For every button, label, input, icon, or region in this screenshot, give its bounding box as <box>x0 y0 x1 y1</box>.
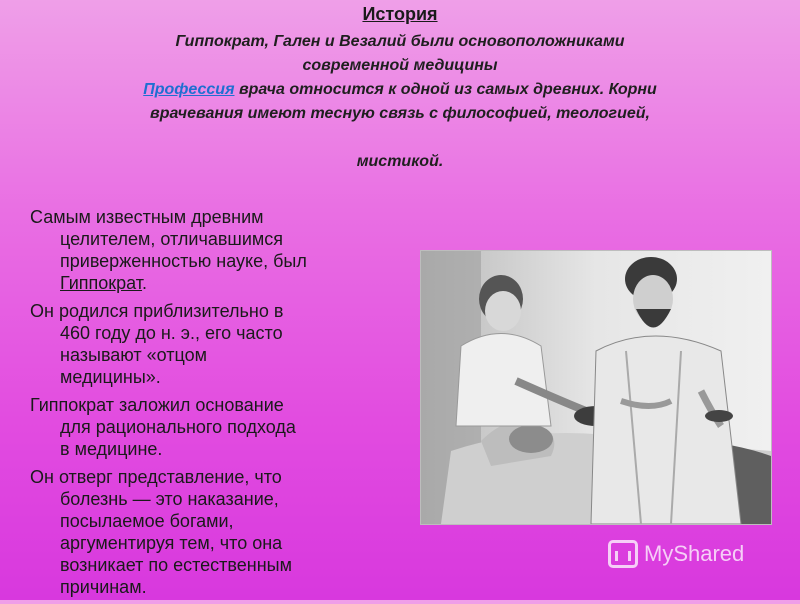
paragraph-line: болезнь — это наказание, <box>60 489 279 509</box>
paragraph-tail: . <box>142 273 148 293</box>
paragraph-line: 460 году до н. э., его часто <box>60 323 283 343</box>
intro-line-3-rest: врача относится к одной из самых древних. Корни <box>234 81 657 98</box>
paragraph-4 <box>30 466 390 598</box>
paragraph-line: причинам. <box>60 577 147 597</box>
paragraph-line: в медицине. <box>60 439 163 459</box>
paragraph-2 <box>30 300 390 388</box>
paragraph-line: Он родился приблизительно в <box>30 301 284 321</box>
intro-text <box>40 30 760 174</box>
intro-line-3 <box>40 78 760 102</box>
paragraph-line: возникает по естественным <box>60 555 292 575</box>
paragraph-line: посылаемое богами, <box>60 511 234 531</box>
hippocrates-illustration <box>420 250 772 525</box>
paragraph-line <box>30 272 390 294</box>
intro-line-4: врачевания имеют тесную связь с философией, теологией, <box>150 105 650 122</box>
illustration-svg <box>421 251 771 524</box>
paragraph-line: Гиппократ заложил основание <box>30 395 284 415</box>
hippocrates-link[interactable]: Гиппократ <box>60 273 143 293</box>
paragraph-1 <box>30 206 390 294</box>
paragraph-line: медицины». <box>60 367 161 387</box>
paragraph-3 <box>30 394 390 460</box>
myshared-logo-icon <box>608 540 638 568</box>
paragraph-line: Самым известным древним <box>30 207 264 227</box>
slide-title: История <box>362 4 438 24</box>
paragraph-line: Он отверг представление, что <box>30 467 282 487</box>
paragraph-line: называют «отцом <box>60 345 208 365</box>
intro-line-5: мистикой. <box>356 153 444 170</box>
body-text <box>30 206 390 604</box>
paragraph-line: аргументируя тем, что она <box>60 533 283 553</box>
intro-line-2: современной медицины <box>302 57 498 74</box>
profession-link[interactable]: Профессия <box>143 81 235 98</box>
watermark-text: MyShared <box>644 541 745 566</box>
paragraph-line: целителем, отличавшимся <box>60 229 284 249</box>
paragraph-line: приверженностью науке, был <box>60 251 307 271</box>
myshared-watermark <box>608 537 744 571</box>
paragraph-line: для рационального подхода <box>60 417 296 437</box>
intro-line-1: Гиппократ, Гален и Везалий были основоположниками <box>175 33 625 50</box>
